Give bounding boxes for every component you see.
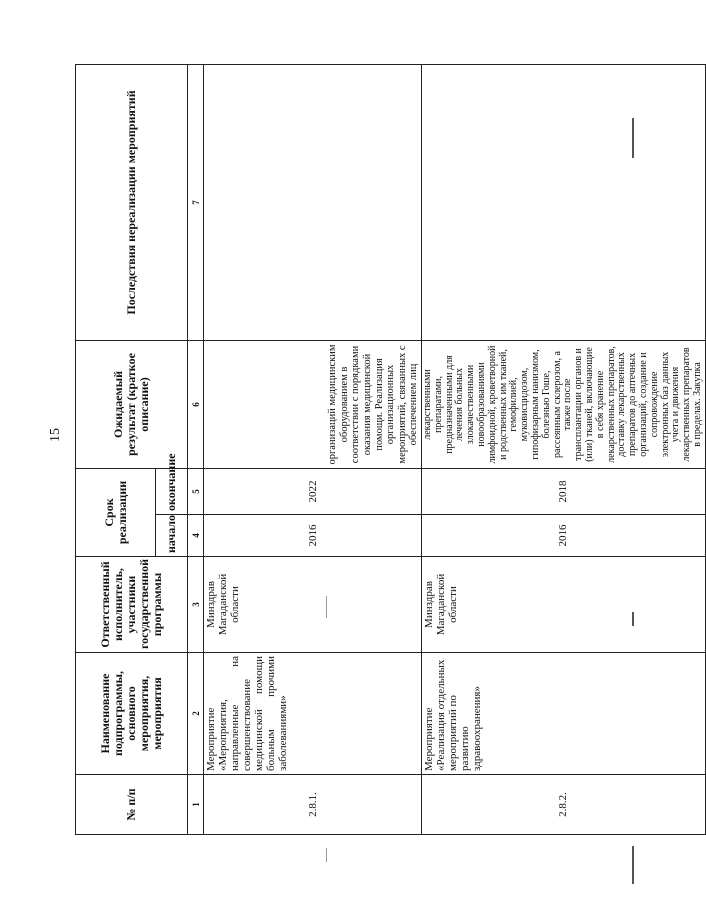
header-end: окончание [156,468,188,514]
row-name: Мероприятие «Мероприятия, направленные на совершенствование медицинской помощи больным прочими заболеваниями» [204,653,422,775]
header-name: Наименование подпрограммы, основного мероприятия, мероприятия [76,653,188,775]
row-num: 2.8.2. [422,775,706,835]
header-executor: Ответственный исполнитель, участники государственной программы [76,557,188,653]
row-end: 2022 [204,468,422,514]
col-number: 7 [188,64,204,340]
header-result: Ожидаемый результат (краткое описание) [76,340,188,468]
scan-artifact [326,848,327,862]
row-start: 2016 [422,515,706,557]
rotated-table-container [75,65,703,835]
page-number: 15 [48,428,63,442]
col-number: 1 [188,775,204,835]
row-executor: Минздрав Магаданской области [204,557,422,653]
col-number: 5 [188,468,204,514]
row-end: 2018 [422,468,706,514]
col-number: 4 [188,515,204,557]
row-executor: Минздрав Магаданской области [422,557,706,653]
row-result: лекарственными препаратами, предназначенными для лечения больных злокачественными новообразованиями лимфоидной, кроветворной и родственных им тканей, гемофилией, муковисцидозом, гипофизарным нанизмом, болезнью Гоше, рассеянным склерозом, а также после трансплантации органов и (или) тканей, включающие в себя хранение лекарственных препаратов, доставку лекарственных препаратов до аптечных организаций, создание и сопровождение электронных баз данных учета и движения лекарственных препаратов в пределах. Закупка [422,340,706,468]
scan-artifact [632,612,634,626]
scan-artifact [632,118,634,158]
header-consequences: Последствия нереализации мероприятий [76,64,188,340]
row-consequences [422,64,706,340]
col-number: 2 [188,653,204,775]
row-name: Мероприятие «Реализация отдельных мероприятий по развитию здравоохранения» [422,653,706,775]
row-num: 2.8.1. [204,775,422,835]
col-number: 6 [188,340,204,468]
row-start: 2016 [204,515,422,557]
scan-artifact [632,846,634,884]
program-table [75,64,706,835]
header-period: Срок реализации [76,468,156,556]
row-consequences [204,64,422,340]
row-result: организаций медицинским оборудованием в соответствии с порядками оказания медицинской помощи. Реализация организационных мероприятий, связанных с обеспечением лиц [204,340,422,468]
col-number: 3 [188,557,204,653]
header-num: № п/п [76,775,188,835]
header-start: начало [156,515,188,557]
scan-artifact [326,596,327,618]
